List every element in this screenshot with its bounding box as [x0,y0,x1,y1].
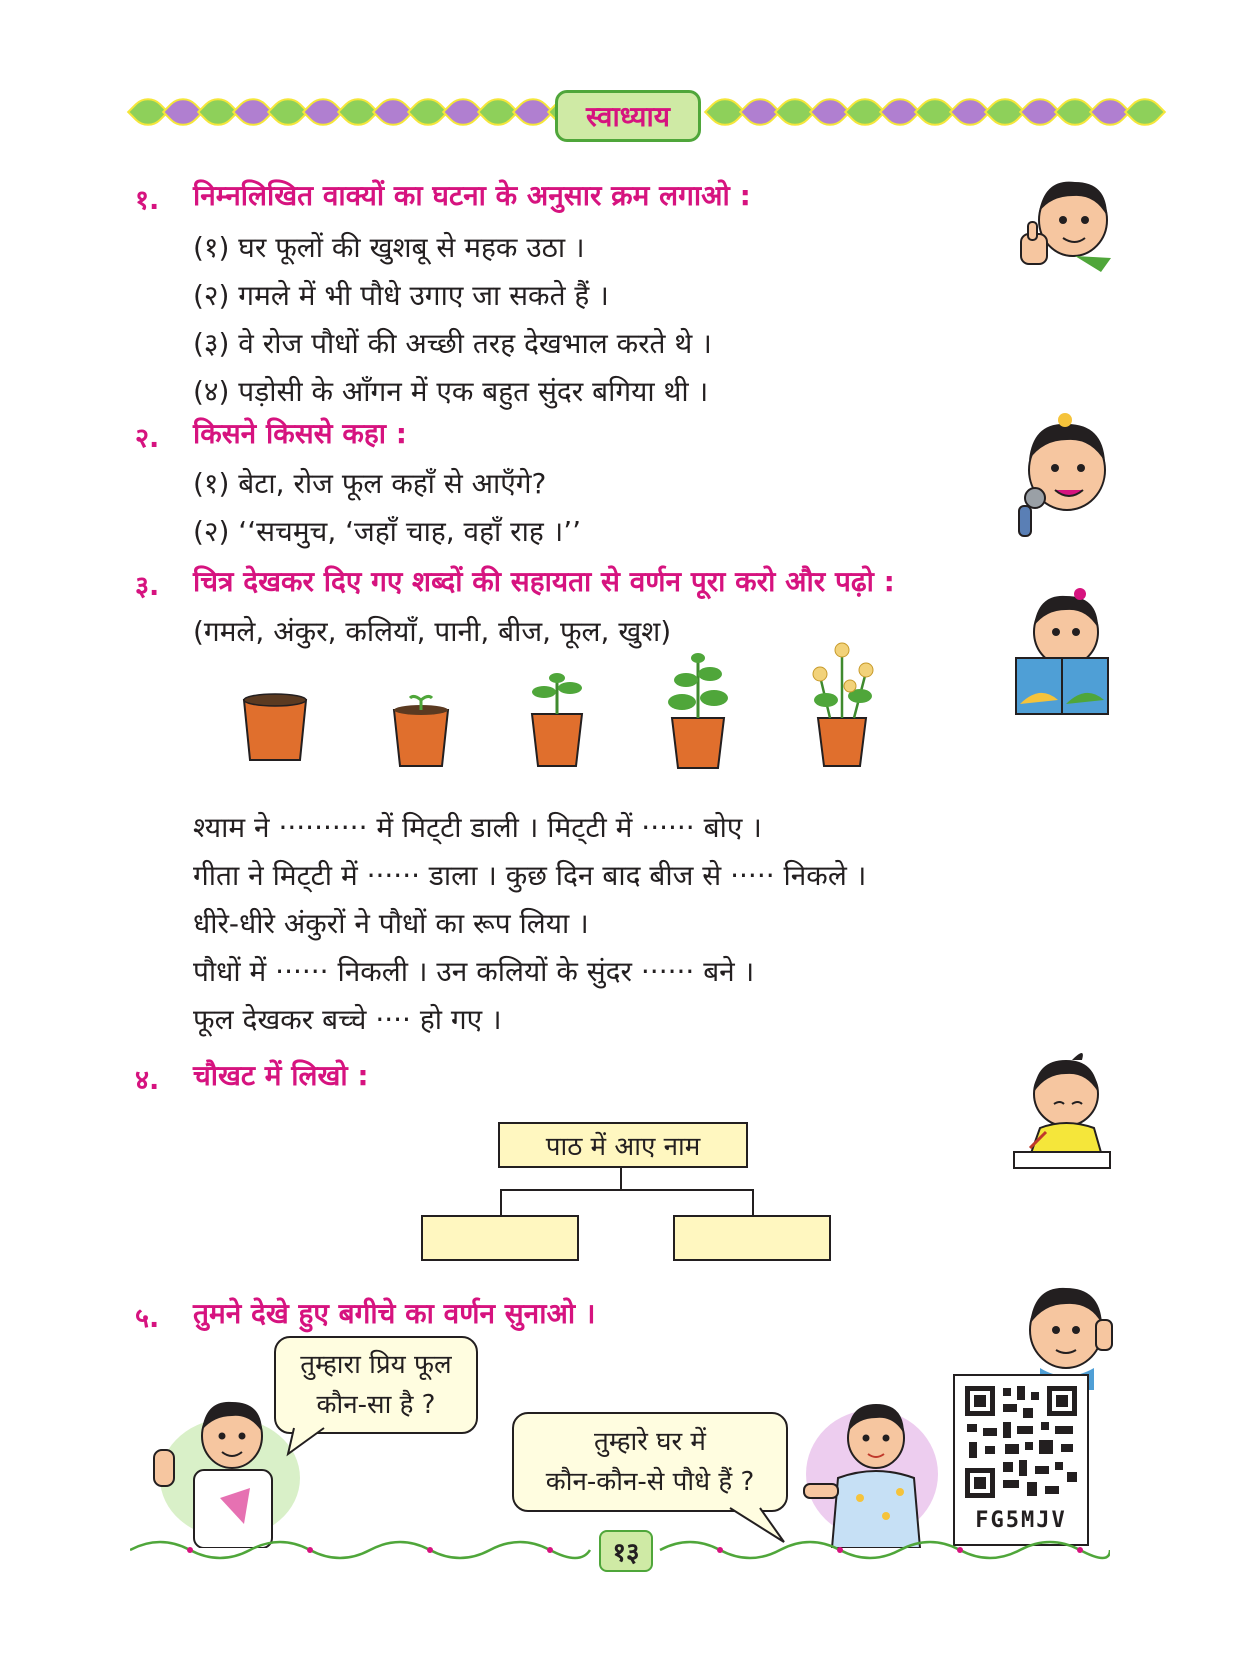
question-number-3: ३. [135,571,160,602]
bubble-text-line: कौन-कौन-से पौधे हैं ? [545,1467,755,1497]
girl-writing-illustration [1010,1048,1115,1173]
q3-paragraph-line-3: धीरे-धीरे अंकुरों ने पौधों का रूप लिया । [193,907,589,940]
question-number-5: ५. [135,1303,160,1334]
bubble-text-line: कौन-सा है ? [316,1390,436,1420]
q3-word-list: (गमले, अंकुर, कलियाँ, पानी, बीज, फूल, खुश) [193,615,672,648]
qr-code-label: FG5MJV [975,1508,1067,1533]
q3-paragraph-line-5: फूल देखकर बच्चे ···· हो गए । [193,1003,502,1036]
connector-line [620,1166,622,1190]
pot-with-seed-icon [394,696,448,766]
answer-box-right[interactable] [673,1215,831,1261]
question-number-1: १. [135,185,160,216]
q1-line-4: (४) पड़ोसी के आँगन में एक बहुत सुंदर बगिया थी । [193,375,709,408]
q1-line-3: (३) वे रोज पौधों की अच्छी तरह देखभाल करते थे । [193,327,712,360]
question-title-4: चौखट में लिखो : [193,1059,369,1092]
pot-with-sprout-icon [532,673,582,766]
pot-with-soil-icon [244,694,306,760]
header-decoration-right [710,92,1160,132]
bubble-text-line: तुम्हारे घर में [594,1427,706,1457]
names-box-heading: पाठ में आए नाम [498,1122,748,1168]
answer-box-left[interactable] [421,1215,579,1261]
q2-line-2: (२) ‘‘सचमुच, ‘जहाँ चाह, वहाँ राह ।’’ [193,515,582,548]
question-number-2: २. [135,423,160,454]
question-title-2: किसने किससे कहा : [193,417,407,450]
qr-code-panel[interactable] [953,1374,1089,1546]
q3-paragraph-line-1: श्याम ने ·········· में मिट्‌टी डाली । मिट्‌टी में ······ बोए । [193,811,762,844]
girl-pointing-illustration [790,1388,940,1548]
pot-with-flowers-icon [813,643,873,766]
q1-line-2: (२) गमले में भी पौधे उगाए जा सकते हैं । [193,279,609,312]
connector-line [752,1189,754,1215]
leaf-icon [1124,91,1166,133]
question-number-4: ४. [135,1065,160,1096]
girl-with-microphone-illustration [1005,410,1115,540]
question-title-1: निम्नलिखित वाक्यों का घटना के अनुसार क्रम लगाओ : [193,179,751,212]
girl-speech-bubble [512,1412,788,1512]
section-title: स्वाध्याय [555,90,701,142]
plant-growth-pots-illustration [230,640,910,770]
header-decoration-left [133,92,583,132]
connector-line [500,1189,502,1215]
pot-with-plant-icon [668,653,728,768]
question-title-5: तुमने देखे हुए बगीचे का वर्णन सुनाओ । [193,1297,596,1330]
bubble-tail [284,1420,344,1460]
question-title-3: चित्र देखकर दिए गए शब्दों की सहायता से वर्णन पूरा करो और पढ़ो : [193,565,895,598]
bubble-text-line: तुम्हारा प्रिय फूल [300,1350,452,1380]
q3-paragraph-line-4: पौधों में ······ निकली । उन कलियों के सुंदर ······ बने । [193,955,755,988]
q2-line-1: (१) बेटा, रोज फूल कहाँ से आएँगे? [193,467,547,500]
girl-reading-book-illustration [1010,588,1115,718]
qr-code-icon [961,1382,1081,1502]
boy-thumbs-up-illustration [1015,172,1115,282]
page-number: १३ [599,1530,653,1572]
q1-line-1: (१) घर फूलों की खुशबू से महक उठा । [193,231,585,264]
q3-paragraph-line-2: गीता ने मिट्‌टी में ······ डाला । कुछ दिन बाद बीज से ····· निकले । [193,859,867,892]
connector-line [500,1189,754,1191]
